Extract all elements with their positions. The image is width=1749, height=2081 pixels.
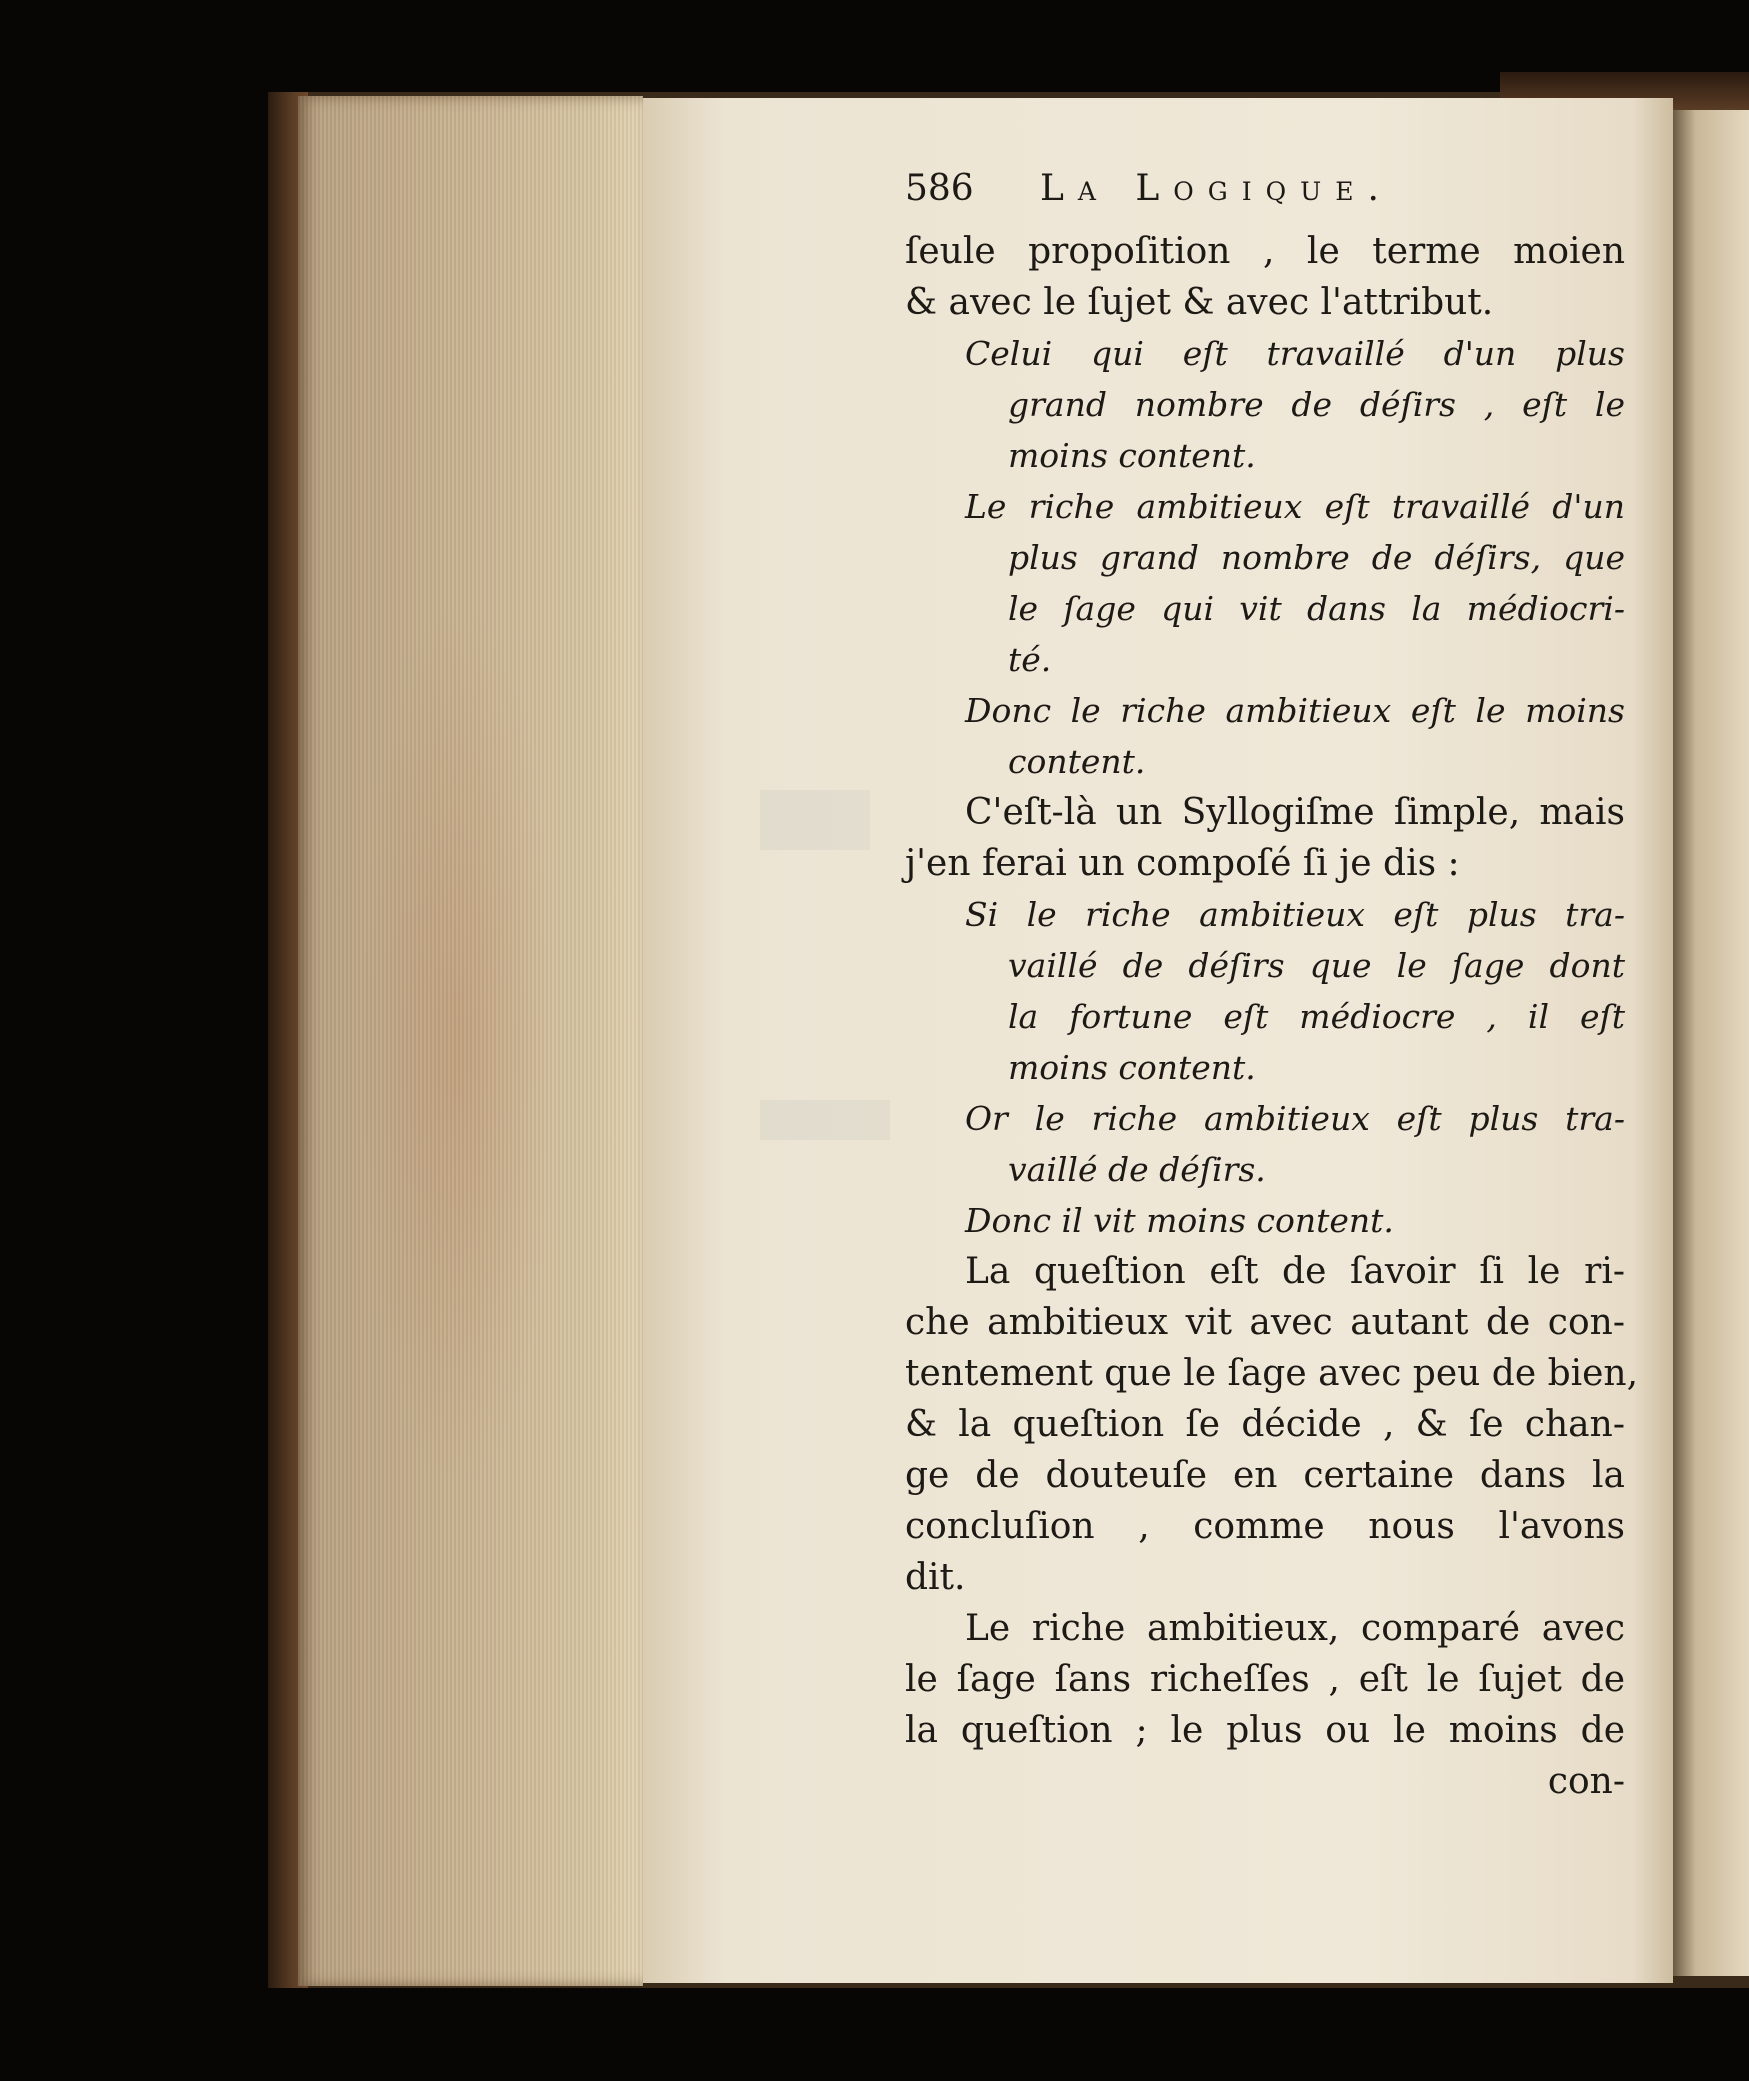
text-line: concluſion , comme nous l'avons	[905, 1506, 1625, 1547]
text-line: Or le riche ambitieux eſt plus tra-	[965, 1099, 1625, 1138]
text-line: j'en ferai un compoſé ſi je dis :	[905, 843, 1460, 884]
page-number: 586	[905, 168, 974, 209]
running-title: La Logique.	[1040, 168, 1393, 209]
text-line: moins content.	[1008, 1048, 1256, 1087]
text-line: ſeule propoſition , le terme moien	[905, 231, 1625, 272]
text-line: Le riche ambitieux, comparé avec	[965, 1608, 1625, 1649]
text-line: C'eſt-là un Syllogiſme ſimple, mais	[965, 792, 1625, 833]
text-line: & la queſtion ſe décide , & ſe chan-	[905, 1404, 1625, 1445]
text-line: grand nombre de déſirs , eſt le	[1008, 385, 1625, 424]
text-line: & avec le ſujet & avec l'attribut.	[905, 282, 1494, 323]
show-through-shadow	[760, 1100, 890, 1140]
text-line: la queſtion ; le plus ou le moins de	[905, 1710, 1625, 1751]
text-line: vaillé de déſirs.	[1008, 1150, 1266, 1189]
catchword: con-	[1547, 1761, 1625, 1802]
text-line: La queſtion eſt de ſavoir ſi le ri-	[965, 1251, 1625, 1292]
text-line: Le riche ambitieux eſt travaillé d'un	[965, 487, 1625, 526]
text-line: ge de douteuſe en certaine dans la	[905, 1455, 1625, 1496]
running-head	[905, 168, 1625, 226]
text-line: té.	[1008, 640, 1052, 679]
text-line: Donc le riche ambitieux eſt le moins	[965, 691, 1625, 730]
text-line: plus grand nombre de déſirs, que	[1008, 538, 1625, 577]
text-line: la fortune eſt médiocre , il eſt	[1008, 997, 1625, 1036]
text-line: le ſage ſans richeſſes , eſt le ſujet de	[905, 1659, 1625, 1700]
text-line: dit.	[905, 1557, 966, 1598]
page-text	[905, 168, 1639, 1807]
text-line: che ambitieux vit avec autant de con-	[905, 1302, 1625, 1343]
text-line: Si le riche ambitieux eſt plus tra-	[965, 895, 1625, 934]
text-line: tentement que le ſage avec peu de bien,	[905, 1353, 1639, 1394]
text-line: Celui qui eſt travaillé d'un plus	[965, 334, 1625, 373]
text-line: moins content.	[1008, 436, 1256, 475]
text-line: vaillé de déſirs que le ſage dont	[1008, 946, 1625, 985]
text-line: le ſage qui vit dans la médiocri-	[1008, 589, 1625, 628]
facing-page-edge	[1673, 110, 1749, 1976]
text-line: content.	[1008, 742, 1146, 781]
show-through-shadow	[760, 790, 870, 850]
text-line: Donc il vit moins content.	[965, 1201, 1394, 1240]
page-block-edge	[298, 96, 643, 1986]
